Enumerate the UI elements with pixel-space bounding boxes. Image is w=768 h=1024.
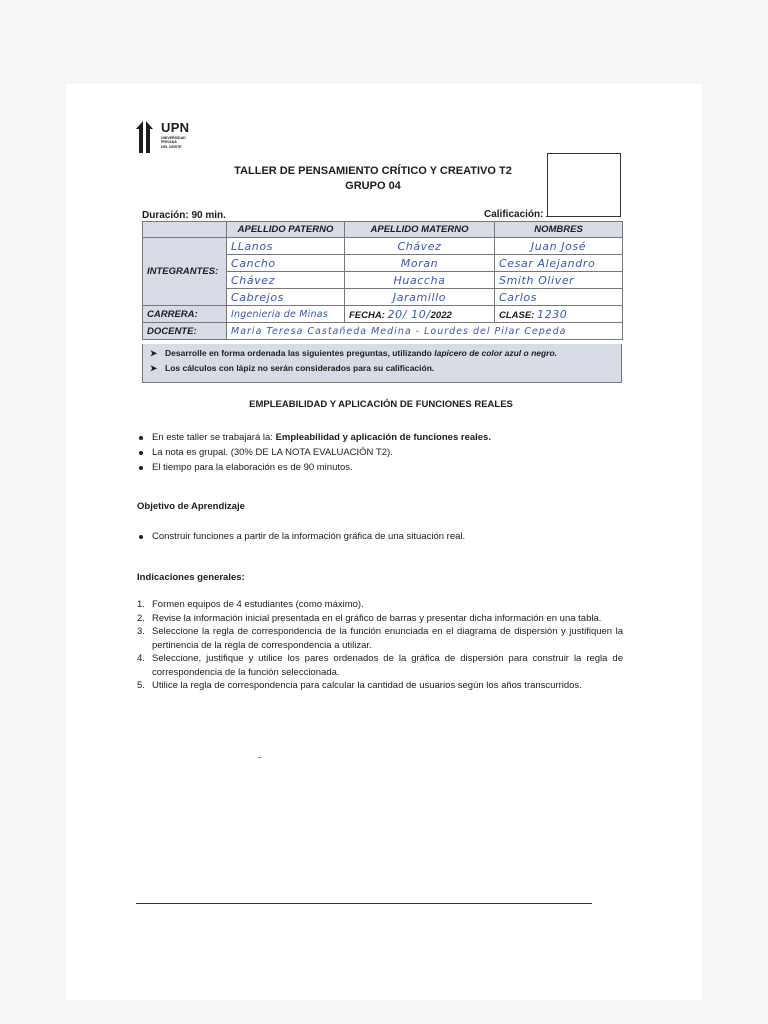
upn-logo-icon xyxy=(135,120,159,154)
list-item: 2. Revise la información inicial presentada en el gráfico de barras y presentar dicha información en una tabla. xyxy=(137,612,602,624)
date-value: 20/ 10/ xyxy=(387,307,431,321)
footer-rule xyxy=(136,903,592,904)
list-item: Construir funciones a partir de la información gráfica de una situación real. xyxy=(137,529,465,544)
stray-mark xyxy=(258,757,261,758)
career-row xyxy=(143,306,623,323)
member-materno: Chávez xyxy=(345,238,495,255)
list-item: El tiempo para la elaboración es de 90 minutos. xyxy=(137,460,491,475)
header-materno: APELLIDO MATERNO xyxy=(345,222,495,238)
general-heading: Indicaciones generales: xyxy=(137,572,245,583)
intro-list xyxy=(137,430,491,475)
date-year: 2022 xyxy=(430,309,452,321)
instruction-item: ➤ Los cálculos con lápiz no serán considerados para su calificación. xyxy=(150,363,435,373)
member-paterno: LLanos xyxy=(227,238,345,255)
member-nombres: Juan José xyxy=(495,238,623,255)
member-paterno: Chávez xyxy=(227,272,345,289)
list-item: 3. Seleccione la regla de correspondencia de la función enunciada en el diagrama de dispersión y justifiquen la pertinencia de la regla de correspondencia a utilizar. xyxy=(137,626,623,651)
list-item: 1. Formen equipos de 4 estudiantes (como máximo). xyxy=(137,599,364,610)
date-cell xyxy=(345,306,495,323)
list-item: 5. Utilice la regla de correspondencia para calcular la cantidad de usuarios según los años transcurridos. xyxy=(137,680,582,691)
teacher-label: DOCENTE: xyxy=(143,323,227,340)
header-nombres: NOMBRES xyxy=(495,222,623,238)
grade-label: Calificación: xyxy=(484,209,544,220)
class-label: CLASE: xyxy=(499,309,535,321)
arrow-icon: ➤ xyxy=(150,348,158,358)
teacher-row xyxy=(143,323,623,340)
date-label: FECHA: xyxy=(349,309,385,321)
header-blank-cell xyxy=(143,222,227,238)
member-nombres: Cesar Alejandro xyxy=(495,255,623,272)
list-item: 4. Seleccione, justifique y utilice los pares ordenados de la gráfica de dispersión para construir la regla de correspondencia de la función seleccionada. xyxy=(137,653,623,678)
instructions-box xyxy=(142,344,622,383)
list-item: La nota es grupal. (30% DE LA NOTA EVALUACIÓN T2). xyxy=(137,445,491,460)
upn-logo xyxy=(135,120,197,156)
member-nombres: Smith Oliver xyxy=(495,272,623,289)
student-info-table xyxy=(142,221,623,340)
grade-box xyxy=(547,153,621,217)
objective-heading: Objetivo de Aprendizaje xyxy=(137,501,245,512)
member-materno: Huaccha xyxy=(345,272,495,289)
member-paterno: Cabrejos xyxy=(227,289,345,306)
workshop-title: TALLER DE PENSAMIENTO CRÍTICO Y CREATIVO T2 xyxy=(234,165,512,177)
instruction-item: ➤ Desarrolle en forma ordenada las siguientes preguntas, utilizando lapicero de color azul o negro. xyxy=(150,348,558,358)
teacher-value: Maria Teresa Castañeda Medina - Lourdes del Pilar Cepeda xyxy=(227,323,623,340)
member-nombres: Carlos xyxy=(495,289,623,306)
section-title: EMPLEABILIDAD Y APLICACIÓN DE FUNCIONES REALES xyxy=(249,399,513,410)
career-value: Ingenieria de Minas xyxy=(227,306,345,323)
objective-list xyxy=(137,529,465,544)
header-paterno: APELLIDO PATERNO xyxy=(227,222,345,238)
logo-text: UPN xyxy=(161,120,190,135)
members-label: INTEGRANTES: xyxy=(143,238,227,306)
grade-underline xyxy=(546,216,620,217)
table-header-row xyxy=(143,222,623,238)
list-item: En este taller se trabajará la: Empleabilidad y aplicación de funciones reales. xyxy=(137,430,491,445)
logo-subtitle: UNIVERSIDAD PRIVADA DEL NORTE xyxy=(161,136,186,149)
member-materno: Moran xyxy=(345,255,495,272)
career-label: CARRERA: xyxy=(143,306,227,323)
class-cell xyxy=(495,306,623,323)
member-materno: Jaramillo xyxy=(345,289,495,306)
group-label: GRUPO 04 xyxy=(345,180,401,192)
class-value: 1230 xyxy=(537,307,568,321)
general-list xyxy=(137,598,623,693)
document-title xyxy=(200,164,546,194)
arrow-icon: ➤ xyxy=(150,363,158,373)
table-row xyxy=(143,238,623,255)
duration-label: Duración: 90 min. xyxy=(142,210,226,221)
member-paterno: Cancho xyxy=(227,255,345,272)
